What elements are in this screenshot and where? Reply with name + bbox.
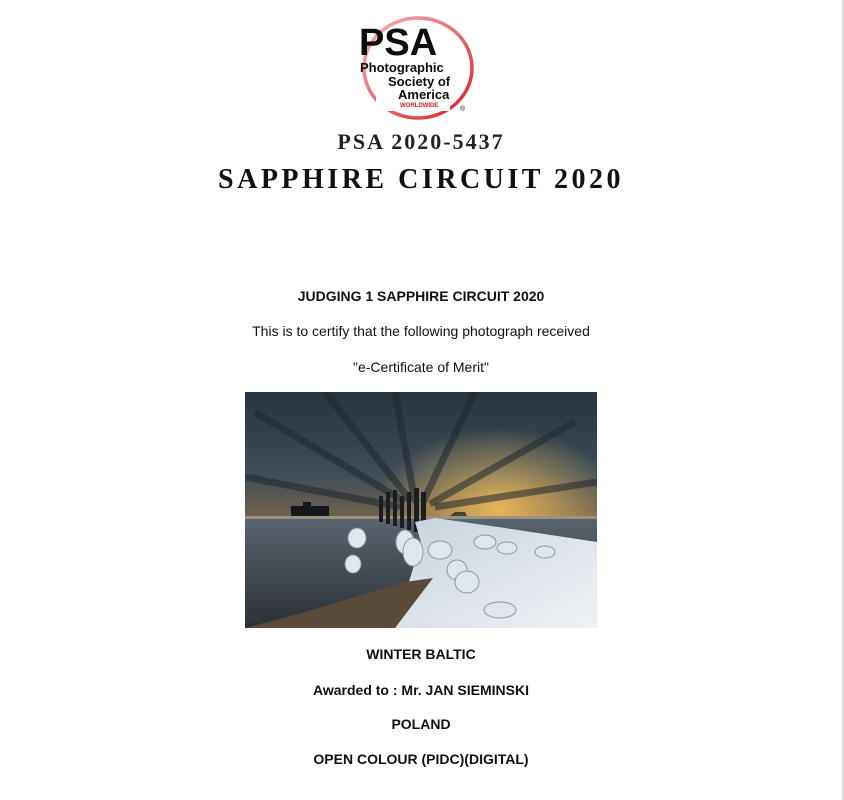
photo-title: WINTER BALTIC bbox=[366, 646, 476, 662]
logo-initials: PSA bbox=[359, 22, 438, 64]
logo-registered: ® bbox=[460, 106, 466, 113]
judging-heading: JUDGING 1 SAPPHIRE CIRCUIT 2020 bbox=[297, 288, 545, 304]
psa-logo bbox=[356, 14, 476, 122]
author-country: POLAND bbox=[391, 716, 451, 732]
logo-line-2: Society of bbox=[388, 74, 451, 89]
competition-section: OPEN COLOUR (PIDC)(DIGITAL) bbox=[313, 751, 529, 767]
awarded-to: Awarded to : Mr. JAN SIEMINSKI bbox=[313, 682, 529, 698]
circuit-code: PSA 2020-5437 bbox=[337, 129, 505, 154]
logo-line-3: America bbox=[398, 87, 450, 102]
certify-text: This is to certify that the following photograph received bbox=[252, 323, 590, 339]
logo-tagline: WORLDWIDE bbox=[400, 103, 439, 109]
award-photograph bbox=[245, 392, 597, 628]
award-name: "e-Certificate of Merit" bbox=[353, 359, 489, 375]
logo-line-1: Photographic bbox=[360, 60, 444, 75]
circuit-title: SAPPHIRE CIRCUIT 2020 bbox=[218, 164, 624, 195]
